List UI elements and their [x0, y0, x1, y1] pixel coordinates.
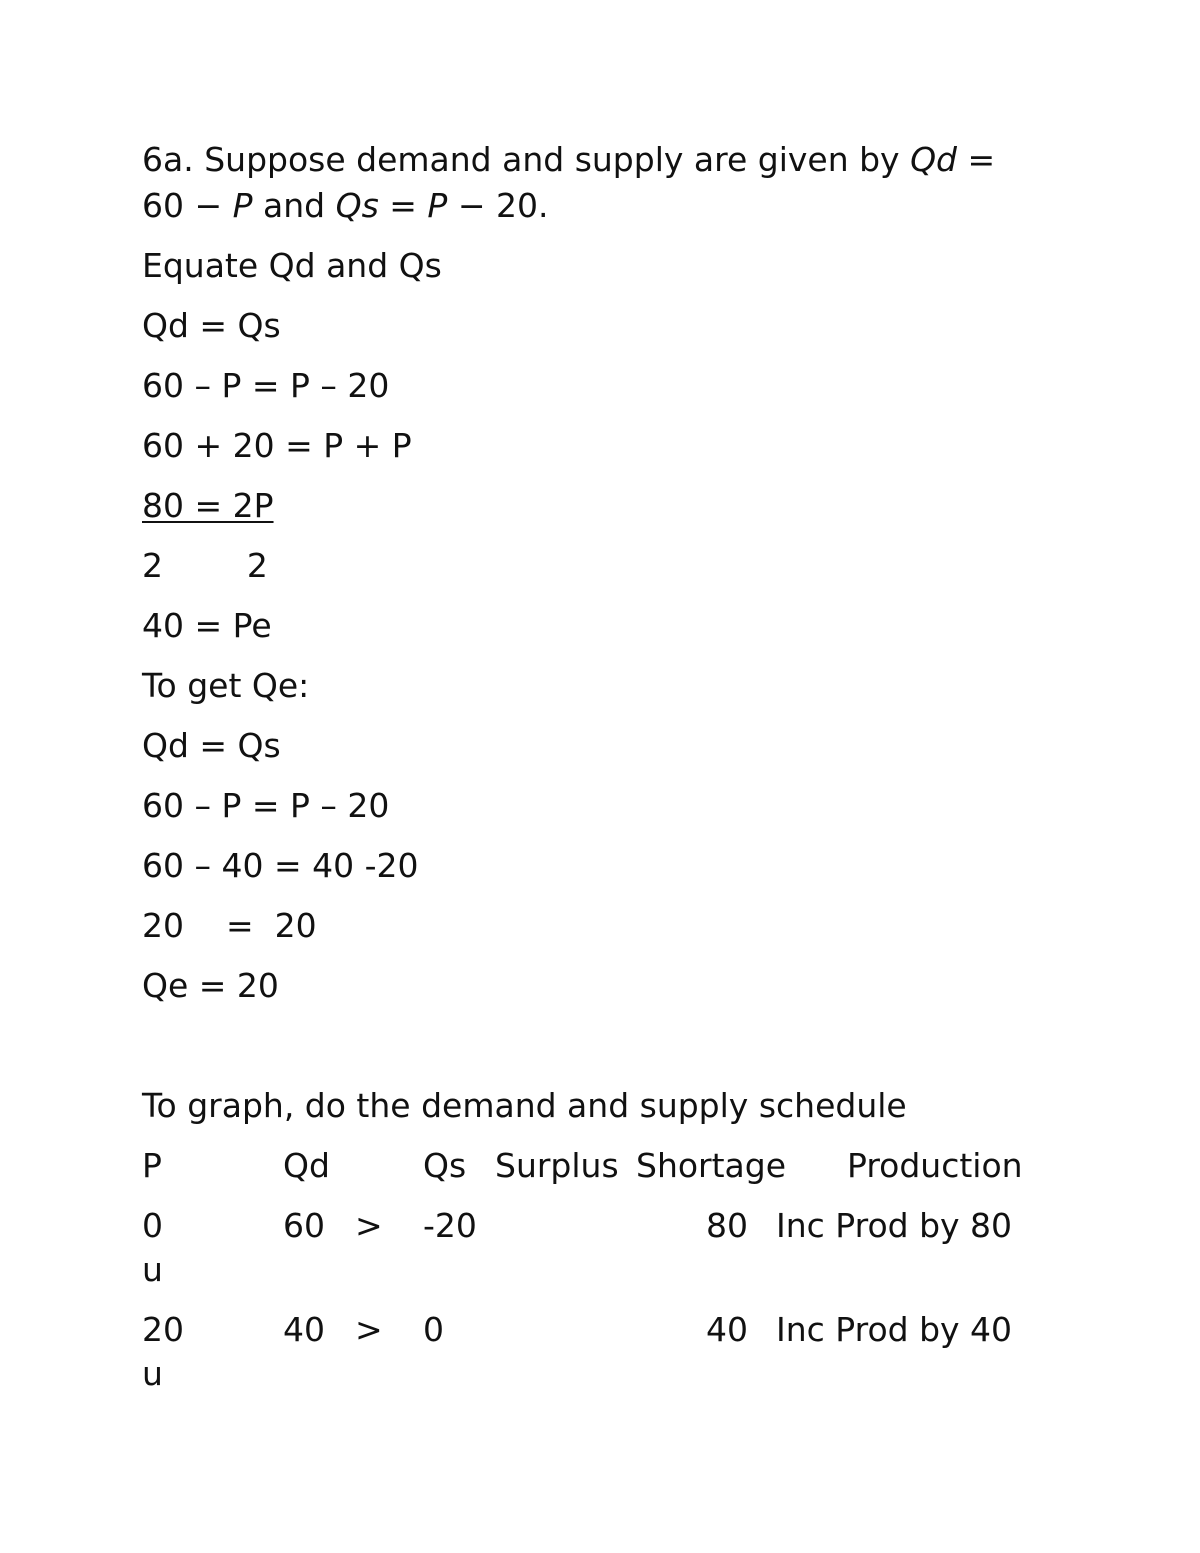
step-line: To get Qe: [142, 666, 310, 705]
qd-variable: Qd [910, 140, 957, 179]
row-comparison: > [355, 1206, 383, 1245]
problem-statement-line1 [142, 140, 995, 180]
row-p: 20 [142, 1310, 184, 1349]
header-production: Production [847, 1146, 1023, 1185]
underlined-equation: 80 = 2P [142, 486, 274, 525]
row-shortage: 80 [706, 1206, 748, 1245]
equals-sign: = [957, 140, 996, 179]
problem-label: 6a. [142, 140, 194, 179]
header-shortage: Shortage [636, 1146, 787, 1185]
step-line: 60 – P = P – 20 [142, 366, 390, 405]
row-shortage: 40 [706, 1310, 748, 1349]
step-line-divisor: 2 2 [142, 546, 268, 585]
header-surplus: Surplus [495, 1146, 619, 1185]
header-qs: Qs [423, 1146, 467, 1185]
step-line: 20 = 20 [142, 906, 317, 945]
qs-variable: Qs [335, 186, 379, 225]
step-line: Qe = 20 [142, 966, 279, 1005]
row-production: Inc Prod by 40 [776, 1310, 1013, 1349]
row-p-continuation: u [142, 1250, 163, 1289]
row-comparison: > [355, 1310, 383, 1349]
problem-statement-line2 [142, 186, 548, 226]
step-line: Equate Qd and Qs [142, 246, 442, 285]
problem-text: Suppose demand and supply are given by [204, 140, 900, 179]
step-line: 60 – P = P – 20 [142, 786, 390, 825]
conjunction: and [252, 186, 336, 225]
schedule-intro: To graph, do the demand and supply schedule [142, 1086, 907, 1125]
step-line: Qd = Qs [142, 306, 281, 345]
row-production: Inc Prod by 80 [776, 1206, 1013, 1245]
row-qs: -20 [423, 1206, 477, 1245]
row-qd: 60 [283, 1206, 325, 1245]
step-line: 60 – 40 = 40 -20 [142, 846, 419, 885]
step-line: 40 = Pe [142, 606, 272, 645]
row-p-continuation: u [142, 1354, 163, 1393]
row-p: 0 [142, 1206, 163, 1245]
equals-sign: = [378, 186, 428, 225]
row-qs: 0 [423, 1310, 444, 1349]
step-line-underlined [142, 486, 274, 526]
step-line: Qd = Qs [142, 726, 281, 765]
p-variable: P [427, 186, 448, 225]
row-qd: 40 [283, 1310, 325, 1349]
eq2-constant: − 20. [447, 186, 549, 225]
header-qd: Qd [283, 1146, 330, 1185]
eq1-constant: 60 − [142, 186, 233, 225]
header-p: P [142, 1146, 162, 1185]
step-line: 60 + 20 = P + P [142, 426, 412, 465]
p-variable: P [232, 186, 253, 225]
